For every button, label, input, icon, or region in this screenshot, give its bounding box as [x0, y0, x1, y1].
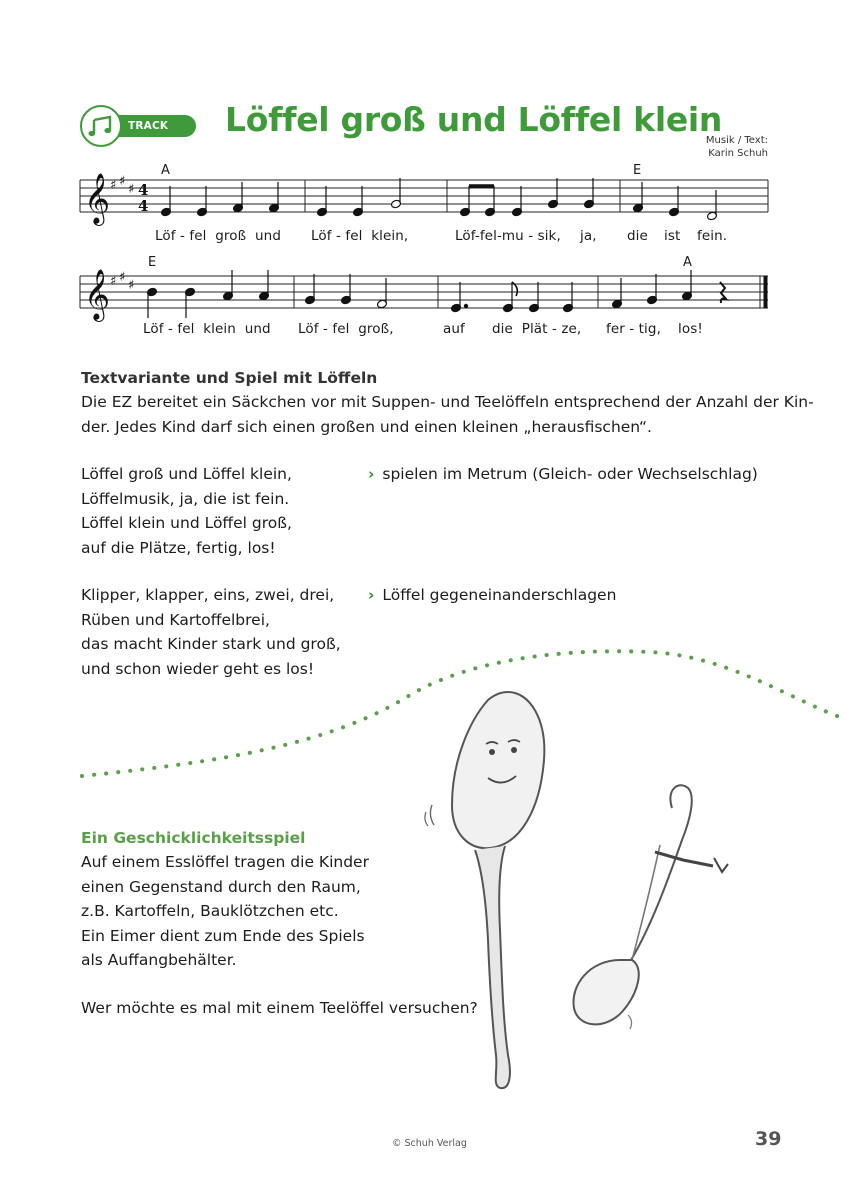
- intro-line: der. Jedes Kind darf sich einen großen und einen kleinen „herausfischen“.: [81, 417, 652, 436]
- verse-line: Löffel klein und Löffel groß,: [81, 514, 292, 532]
- chord-symbol: E: [148, 255, 157, 270]
- game-description: [81, 850, 369, 973]
- copyright: © Schuh Verlag: [392, 1138, 467, 1149]
- verse-line: und schon wieder geht es los!: [81, 659, 315, 678]
- question-text: Wer möchte es mal mit einem Teelöffel versuchen?: [81, 999, 478, 1017]
- action-text: Löffel gegeneinanderschlagen: [382, 586, 617, 604]
- track-label: TRACK 35/36: [102, 115, 196, 137]
- svg-text:♯: ♯: [119, 174, 126, 189]
- svg-text:♯: ♯: [110, 274, 117, 289]
- chord-symbol: A: [161, 163, 170, 178]
- verse-line: Löffelmusik, ja, die ist fein.: [81, 489, 290, 508]
- spoon-illustration: [425, 692, 728, 1088]
- lyrics-segment: Löf - fel klein,: [311, 228, 409, 244]
- svg-text:4: 4: [138, 197, 149, 215]
- svg-text:𝄞: 𝄞: [84, 269, 111, 320]
- verse-line: Löffel groß und Löffel klein,: [81, 465, 292, 483]
- lyrics-segment: ist: [664, 228, 681, 244]
- lyrics-segment: Löf - fel groß,: [298, 321, 394, 337]
- lyrics-segment: Löf-fel-mu - sik,: [455, 228, 561, 244]
- svg-text:♯: ♯: [128, 182, 135, 197]
- verse-line: auf die Plätze, fertig, los!: [81, 538, 276, 557]
- verse-line: Klipper, klapper, eins, zwei, drei,: [81, 586, 335, 604]
- lyrics-segment: fer - tig,: [606, 321, 661, 337]
- text-line: einen Gegenstand durch den Raum,: [81, 877, 361, 896]
- lyrics-segment: Löf - fel groß und: [155, 228, 281, 244]
- verse-line: Rüben und Kartoffelbrei,: [81, 610, 270, 629]
- chord-symbol: A: [683, 255, 692, 270]
- page-number: 39: [755, 1128, 782, 1150]
- text-line: Auf einem Esslöffel tragen die Kinder: [81, 853, 369, 871]
- action-text: spielen im Metrum (Gleich- oder Wechselschlag): [382, 465, 758, 483]
- svg-text:4: 4: [138, 181, 149, 199]
- lyrics-segment: die Plät - ze,: [492, 321, 582, 337]
- text-line: z.B. Kartoffeln, Bauklötzchen etc.: [81, 902, 339, 920]
- lyrics-segment: fein.: [697, 228, 728, 244]
- svg-text:𝄞: 𝄞: [84, 173, 111, 224]
- svg-text:♯: ♯: [119, 270, 126, 285]
- section-heading: Ein Geschicklichkeitsspiel: [81, 829, 306, 847]
- lyrics-segment: Löf - fel klein und: [143, 321, 271, 337]
- music-note-icon: [88, 114, 114, 138]
- chevron-right-icon: ›: [368, 465, 375, 483]
- svg-text:♯: ♯: [128, 278, 135, 293]
- lyrics-segment: die: [627, 228, 648, 244]
- section-heading: Textvariante und Spiel mit Löffeln: [81, 369, 378, 387]
- chevron-right-icon: ›: [368, 586, 375, 604]
- credit-name: Karin Schuh: [708, 148, 768, 159]
- svg-text:♯: ♯: [110, 178, 117, 193]
- lyrics-segment: los!: [678, 321, 703, 337]
- verse-line: das macht Kinder stark und groß,: [81, 635, 341, 653]
- page-title: Löffel groß und Löffel klein: [225, 100, 723, 139]
- lyrics-segment: ja,: [580, 228, 597, 244]
- text-line: als Auffangbehälter.: [81, 951, 237, 969]
- lyrics-segment: auf: [443, 321, 465, 337]
- credit-label: Musik / Text:: [705, 135, 768, 146]
- track-circle: [80, 105, 122, 147]
- chord-symbol: E: [633, 163, 642, 178]
- text-line: Ein Eimer dient zum Ende des Spiels: [81, 926, 365, 945]
- intro-line: Die EZ bereitet ein Säckchen vor mit Suppen- und Teelöffeln entsprechend der Anzahl der Kin-: [81, 393, 814, 411]
